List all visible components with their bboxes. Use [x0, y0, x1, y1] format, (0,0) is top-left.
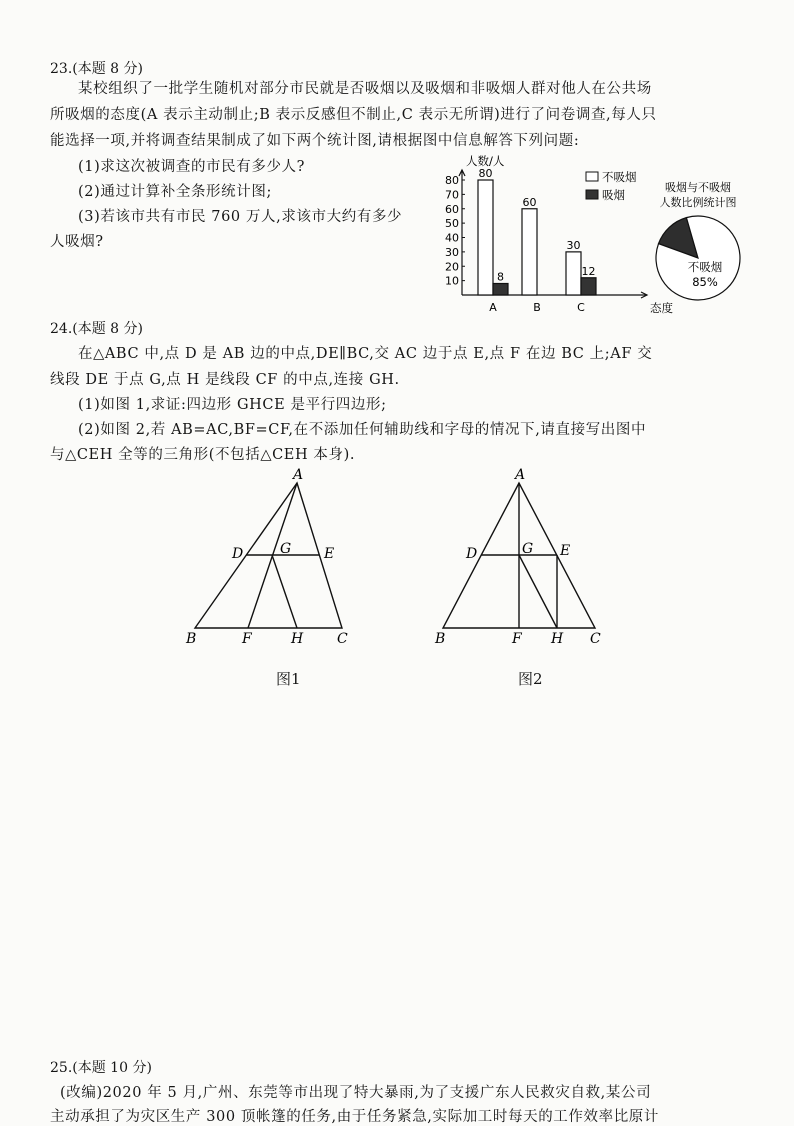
legend-swatch-nonsmoker	[586, 172, 598, 181]
fig1-label-d: D	[232, 546, 244, 562]
fig1-label-e: E	[324, 546, 335, 562]
q24-line-1: 在△ABC 中,点 D 是 AB 边的中点,DE∥BC,交 AC 边于点 E,点 F 在边 BC 上;AF 交	[78, 346, 653, 362]
x-category-B: B	[533, 301, 541, 314]
bar-label-nonsmoker-A: 80	[478, 167, 493, 180]
bar-smoker-C	[581, 278, 596, 295]
y-tick-label: 40	[445, 231, 459, 245]
fig1-segment-gh	[272, 555, 297, 628]
q23-sub-3a: (3)若该市共有市民 760 万人,求该市大约有多少	[78, 209, 403, 225]
legend-label-nonsmoker: 不吸烟	[602, 170, 637, 184]
q24-sub-1: (1)如图 1,求证:四边形 GHCE 是平行四边形;	[78, 397, 387, 413]
pie-chart-title-line-2: 人数比例统计图	[659, 196, 737, 209]
pie-slice-label-nonsmoker: 不吸烟	[687, 260, 723, 274]
q25-line-2: 主动承担了为灾区生产 300 顶帐篷的任务,由于任务紧急,实际加工时每天的工作效率比原计	[50, 1109, 660, 1125]
q23-intro-line-3: 能选择一项,并将调查结果制成了如下两个统计图,请根据图中信息解答下列问题:	[50, 133, 580, 149]
y-tick-label: 50	[445, 217, 459, 231]
bar-chart-bars	[478, 180, 596, 295]
legend-label-smoker: 吸烟	[602, 188, 625, 202]
fig2-label-b: B	[435, 631, 446, 647]
fig1-label-h: H	[291, 631, 304, 647]
q23-header: 23.(本题 8 分)	[50, 61, 143, 77]
figure-2-caption: 图2	[518, 670, 543, 688]
q24-sub-2a: (2)如图 2,若 AB=AC,BF=CF,在不添加任何辅助线和字母的情况下,请直接写出图中	[78, 422, 647, 438]
bar-nonsmoker-A	[478, 180, 493, 295]
bar-chart-x-label: 态度	[650, 301, 673, 315]
y-tick-label: 30	[445, 245, 459, 259]
q23-intro-line-2: 所吸烟的态度(A 表示主动制止;B 表示反感但不制止,C 表示无所谓)进行了问卷调查,每人只	[50, 107, 657, 123]
bar-label-nonsmoker-C: 30	[566, 238, 581, 252]
y-tick-label: 70	[445, 188, 459, 202]
bar-smoker-A	[493, 284, 508, 296]
q25-header: 25.(本题 10 分)	[50, 1060, 152, 1076]
figure-1	[180, 465, 360, 650]
x-category-C: C	[577, 301, 585, 314]
fig1-label-b: B	[186, 631, 197, 647]
fig2-label-d: D	[466, 546, 478, 562]
q25-line-1: (改编)2020 年 5 月,广州、东莞等市出现了特大暴雨,为了支援广东人民救灾自救,某公司	[60, 1085, 652, 1101]
fig1-label-g: G	[280, 541, 292, 557]
fig2-label-c: C	[590, 631, 601, 647]
fig2-label-h: H	[551, 631, 564, 647]
x-category-A: A	[489, 301, 497, 314]
q24-header: 24.(本题 8 分)	[50, 321, 143, 337]
bar-chart-y-label: 人数/人	[466, 154, 505, 168]
bar-label-nonsmoker-B: 60	[522, 195, 537, 209]
fig2-segment-gh	[519, 555, 557, 628]
q23-sub-1: (1)求这次被调查的市民有多少人?	[78, 159, 306, 175]
fig1-label-f: F	[242, 631, 252, 647]
figure-1-caption: 图1	[276, 670, 301, 688]
fig1-label-a: A	[293, 467, 304, 483]
y-tick-label: 20	[445, 260, 459, 274]
fig2-label-f: F	[512, 631, 522, 647]
bar-label-smoker-A: 8	[497, 270, 504, 284]
y-tick-label: 10	[445, 274, 459, 288]
q24-line-2: 线段 DE 于点 G,点 H 是线段 CF 的中点,连接 GH.	[50, 372, 400, 388]
q24-sub-2b: 与△CEH 全等的三角形(不包括△CEH 本身).	[50, 447, 356, 463]
fig2-label-g: G	[522, 541, 534, 557]
bar-nonsmoker-C	[566, 252, 581, 295]
fig1-label-c: C	[337, 631, 348, 647]
pie-chart-title-line-1: 吸烟与不吸烟	[665, 181, 731, 194]
bar-nonsmoker-B	[522, 209, 537, 295]
fig2-label-e: E	[560, 543, 571, 559]
q23-sub-2: (2)通过计算补全条形统计图;	[78, 184, 272, 200]
pie-chart	[640, 178, 755, 303]
q23-sub-3b: 人吸烟?	[50, 234, 104, 250]
legend-swatch-smoker	[586, 190, 598, 199]
fig2-label-a: A	[515, 467, 526, 483]
y-tick-label: 80	[445, 174, 459, 187]
figure-2	[425, 465, 610, 650]
q23-intro-line-1: 某校组织了一批学生随机对部分市民就是否吸烟以及吸烟和非吸烟人群对他人在公共场	[78, 81, 652, 97]
pie-slice-percent-nonsmoker: 85%	[692, 275, 718, 289]
bar-chart-categories	[489, 301, 585, 314]
y-tick-label: 60	[445, 202, 459, 216]
bar-label-smoker-C: 12	[581, 264, 596, 278]
